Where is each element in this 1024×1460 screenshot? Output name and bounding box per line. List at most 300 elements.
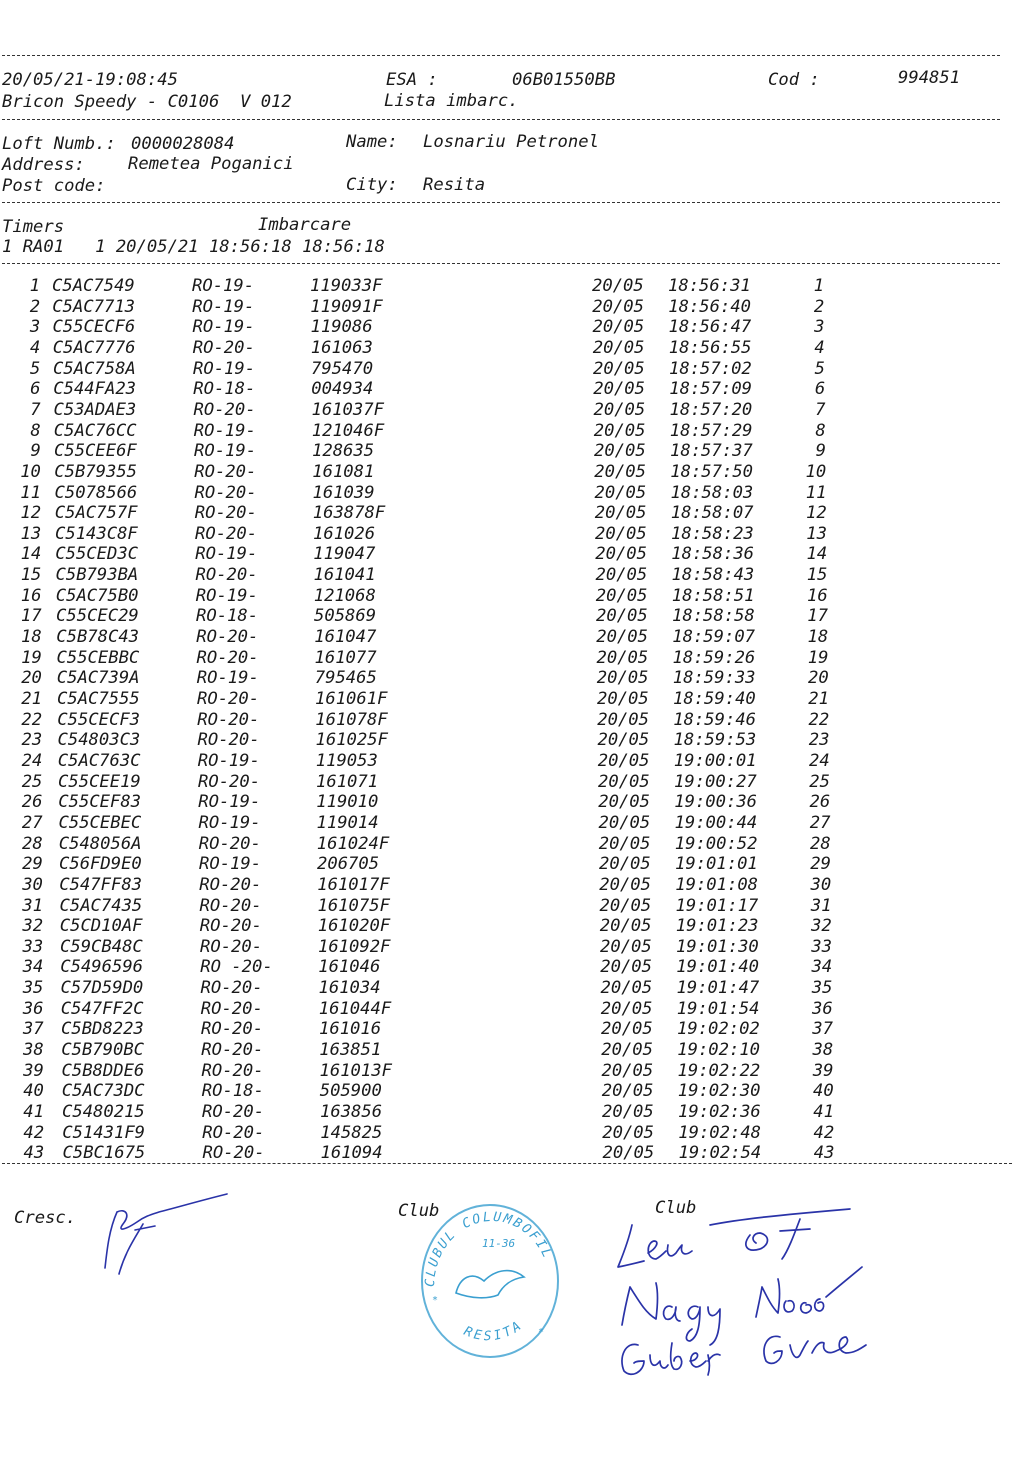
entry-number: 34 <box>22 957 44 978</box>
arrival-time: 19:02:22 <box>677 1060 761 1081</box>
arrival-date: 20/05 <box>597 709 649 730</box>
ring-series: RO-20- <box>194 461 257 482</box>
table-row <box>0 565 1024 586</box>
arrival-rank: 31 <box>810 895 832 916</box>
chip-id: C5480215 <box>62 1102 145 1122</box>
entry-number: 26 <box>21 792 43 813</box>
chip-id: C55CECF6 <box>52 317 136 338</box>
arrival-date: 20/05 <box>599 854 651 875</box>
arrival-time: 18:56:47 <box>668 317 752 338</box>
arrival-date: 20/05 <box>601 1019 653 1040</box>
ring-number: 161016 <box>319 1019 382 1040</box>
arrival-rank: 18 <box>807 627 829 648</box>
arrival-time: 19:02:48 <box>678 1122 762 1143</box>
entry-number: 40 <box>23 1081 44 1102</box>
club-signatures <box>610 1195 880 1385</box>
arrival-time: 19:00:01 <box>673 750 757 771</box>
entry-number: 9 <box>30 441 41 462</box>
ring-number: 004934 <box>311 379 374 400</box>
entry-number: 8 <box>30 420 41 441</box>
arrival-time: 18:59:46 <box>673 709 757 730</box>
chip-id: C5AC7549 <box>52 276 135 296</box>
arrival-time: 19:02:36 <box>678 1102 761 1122</box>
ring-number: 161081 <box>312 461 375 482</box>
club-stamp <box>410 1195 570 1365</box>
chip-id: C5AC75B0 <box>55 585 139 606</box>
entry-number: 10 <box>20 461 41 482</box>
table-row <box>0 896 1024 917</box>
arrival-rank: 25 <box>809 771 830 792</box>
arrival-time: 19:00:36 <box>674 792 758 813</box>
ring-series: RO-20- <box>202 1102 265 1122</box>
arrival-time: 18:57:29 <box>669 420 753 441</box>
entry-number: 28 <box>21 833 43 854</box>
ring-series: RO-20- <box>201 1019 264 1040</box>
chip-id: C59CB48C <box>60 936 143 957</box>
arrival-rank: 34 <box>811 957 833 978</box>
ring-series: RO-19- <box>194 441 257 462</box>
arrival-rank: 19 <box>807 647 829 668</box>
device-info: Bricon Speedy - C0106 V 012 <box>2 92 292 112</box>
entry-number: 33 <box>22 936 44 957</box>
chip-id: C56FD9E0 <box>59 854 142 875</box>
ring-number: 119047 <box>313 544 376 565</box>
ring-number: 206705 <box>317 854 380 875</box>
ring-series: RO-20- <box>194 503 257 524</box>
chip-id: C5496596 <box>60 957 144 978</box>
entry-number: 24 <box>21 750 43 771</box>
arrival-date: 20/05 <box>598 833 651 854</box>
arrival-date: 20/05 <box>597 730 650 751</box>
divider <box>2 263 1000 264</box>
ring-number: 145825 <box>320 1122 383 1143</box>
svg-text:*: * <box>432 1295 439 1306</box>
ring-number: 161013F <box>319 1060 392 1081</box>
arrival-date: 20/05 <box>599 874 651 895</box>
imbarcare-label: Imbarcare <box>258 215 352 235</box>
arrival-time: 18:58:23 <box>671 523 754 544</box>
ring-series: RO-20- <box>200 936 263 957</box>
table-row <box>0 483 1024 504</box>
ring-number: 161037F <box>311 399 384 420</box>
ring-number: 119010 <box>316 792 379 813</box>
ring-series: RO-18- <box>193 379 256 400</box>
ring-series: RO-19- <box>192 317 255 338</box>
arrival-rank: 37 <box>812 1019 833 1040</box>
arrival-time: 19:01:23 <box>675 916 759 937</box>
table-row <box>0 854 1024 875</box>
ring-series: RO -20- <box>200 957 273 978</box>
ring-number: 119014 <box>316 812 379 833</box>
arrival-rank: 3 <box>814 317 825 338</box>
chip-id: C5143C8F <box>55 523 138 544</box>
table-row <box>0 957 1024 978</box>
arrival-date: 20/05 <box>594 503 647 524</box>
table-row <box>0 421 1024 442</box>
table-row <box>0 772 1024 793</box>
entry-number: 14 <box>20 544 42 565</box>
chip-id: C5B79355 <box>54 461 138 482</box>
ring-series: RO-19- <box>198 792 261 813</box>
arrival-time: 18:57:50 <box>670 461 754 482</box>
chip-id: C5AC7713 <box>52 296 136 317</box>
table-row <box>0 1123 1024 1144</box>
city-value: Resita <box>423 175 486 195</box>
entry-number: 7 <box>30 399 41 420</box>
ring-series: RO-20- <box>199 895 262 916</box>
arrival-date: 20/05 <box>598 812 651 833</box>
entry-number: 4 <box>29 337 41 358</box>
arrival-date: 20/05 <box>599 916 652 937</box>
arrival-time: 18:59:07 <box>672 627 756 648</box>
entry-number: 20 <box>21 668 42 689</box>
arrival-rank: 16 <box>807 585 828 606</box>
arrival-time: 18:59:40 <box>673 689 756 709</box>
divider <box>2 119 1000 120</box>
table-row <box>0 916 1024 937</box>
ring-series: RO-20- <box>193 399 256 420</box>
arrival-time: 18:56:55 <box>668 337 752 358</box>
arrival-time: 18:58:51 <box>671 585 755 606</box>
ring-series: RO-20- <box>194 482 257 503</box>
arrival-date: 20/05 <box>594 461 646 482</box>
arrival-date: 20/05 <box>592 276 644 296</box>
entry-number: 6 <box>30 379 41 400</box>
arrival-date: 20/05 <box>593 399 646 420</box>
svg-text:RESITA: RESITA <box>461 1317 527 1345</box>
ring-series: RO-20- <box>201 1040 264 1061</box>
ring-number: 161092F <box>318 936 391 957</box>
loft-value: 0000028084 <box>131 134 235 154</box>
chip-id: C5AC758A <box>53 358 136 379</box>
ring-number: 161046 <box>318 957 381 978</box>
ring-number: 795470 <box>311 358 374 379</box>
arrival-rank: 26 <box>809 792 831 813</box>
loft-label: Loft Numb.: <box>2 134 116 154</box>
entry-number: 25 <box>21 771 43 792</box>
table-row <box>0 400 1024 421</box>
arrival-rank: 22 <box>808 709 830 730</box>
chip-id: C55CEC29 <box>56 606 139 627</box>
table-row <box>0 297 1024 318</box>
ring-number: 163856 <box>320 1102 383 1122</box>
entry-number: 22 <box>21 709 43 730</box>
arrival-time: 18:59:53 <box>673 730 757 751</box>
arrival-time: 19:01:30 <box>676 936 759 957</box>
entry-number: 19 <box>21 647 42 668</box>
entry-number: 39 <box>23 1060 44 1081</box>
ring-series: RO-18- <box>201 1081 264 1102</box>
table-row <box>0 1102 1024 1123</box>
chip-id: C5B793BA <box>55 565 139 586</box>
arrival-date: 20/05 <box>600 978 653 999</box>
ring-number: 505869 <box>314 606 377 627</box>
table-row <box>0 606 1024 627</box>
chip-id: C5AC763C <box>57 750 141 771</box>
chip-id: C55CEE19 <box>58 771 141 792</box>
ring-number: 161041 <box>313 565 376 586</box>
table-row <box>0 937 1024 958</box>
table-row <box>0 710 1024 731</box>
ring-number: 161047 <box>314 627 377 648</box>
table-row <box>0 1061 1024 1082</box>
arrival-date: 20/05 <box>596 647 649 668</box>
arrival-rank: 13 <box>806 523 827 544</box>
arrival-rank: 6 <box>814 379 826 400</box>
ring-series: RO-20- <box>198 771 261 792</box>
entry-number: 23 <box>21 730 43 751</box>
ring-number: 161044F <box>318 998 392 1019</box>
ring-number: 161020F <box>317 916 391 937</box>
arrival-time: 19:01:01 <box>675 854 758 875</box>
ring-number: 163878F <box>312 503 386 524</box>
chip-id: C5B8DDE6 <box>61 1060 145 1081</box>
table-row <box>0 668 1024 689</box>
ring-series: RO-20- <box>196 647 259 668</box>
arrival-date: 20/05 <box>596 627 648 648</box>
svg-text:11-36: 11-36 <box>482 1237 516 1250</box>
arrival-time: 18:56:40 <box>668 296 752 317</box>
entry-number: 2 <box>29 296 41 317</box>
arrival-time: 18:57:37 <box>670 441 753 462</box>
arrival-time: 19:01:08 <box>675 874 759 895</box>
name-value: Losnariu Petronel <box>423 132 599 152</box>
ring-series: RO-20- <box>202 1143 265 1164</box>
entry-number: 18 <box>20 627 42 648</box>
entry-number: 37 <box>22 1019 44 1040</box>
entry-number: 21 <box>21 689 42 709</box>
table-row <box>0 648 1024 669</box>
chip-id: C57D59D0 <box>60 978 144 999</box>
arrival-rank: 36 <box>812 998 833 1019</box>
chip-id: C53ADAE3 <box>53 399 137 420</box>
arrival-date: 20/05 <box>593 420 646 441</box>
arrival-time: 19:01:17 <box>675 895 759 916</box>
arrival-rank: 43 <box>813 1143 835 1164</box>
arrival-rank: 1 <box>813 276 824 296</box>
city-label: City: <box>346 175 398 195</box>
arrival-date: 20/05 <box>599 895 652 916</box>
ring-number: 161075F <box>317 895 390 916</box>
table-row <box>0 441 1024 462</box>
ring-number: 795465 <box>314 668 377 689</box>
arrival-rank: 4 <box>814 337 825 358</box>
table-row <box>0 276 1024 297</box>
arrival-date: 20/05 <box>594 482 647 503</box>
entry-number: 41 <box>23 1102 44 1122</box>
arrival-rank: 42 <box>813 1122 835 1143</box>
ring-number: 161025F <box>315 730 388 751</box>
print-datetime: 20/05/21-19:08:45 <box>2 70 178 90</box>
arrival-rank: 32 <box>811 916 832 937</box>
entry-number: 1 <box>29 276 40 296</box>
arrival-rank: 21 <box>808 689 829 709</box>
arrival-date: 20/05 <box>601 1040 653 1061</box>
ring-number: 161017F <box>317 874 390 895</box>
entry-number: 13 <box>20 523 42 544</box>
arrival-date: 20/05 <box>602 1102 654 1122</box>
table-row <box>0 1019 1024 1040</box>
entry-number: 38 <box>22 1040 44 1061</box>
arrival-time: 19:00:44 <box>674 812 758 833</box>
arrival-rank: 15 <box>806 565 828 586</box>
arrival-time: 18:56:31 <box>668 276 751 296</box>
ring-series: RO-19- <box>192 276 255 296</box>
arrival-rank: 14 <box>806 544 828 565</box>
arrival-date: 20/05 <box>598 792 650 813</box>
arrival-date: 20/05 <box>600 936 652 957</box>
arrival-date: 20/05 <box>595 544 647 565</box>
table-row <box>0 1143 1024 1164</box>
chip-id: C544FA23 <box>53 379 137 400</box>
arrival-date: 20/05 <box>592 317 645 338</box>
arrival-rank: 10 <box>805 461 827 482</box>
arrival-time: 19:01:40 <box>676 957 760 978</box>
arrival-time: 18:58:07 <box>670 503 754 524</box>
arrival-time: 18:58:43 <box>671 565 755 586</box>
arrival-time: 18:58:03 <box>670 482 754 503</box>
club-label: Club <box>655 1198 697 1218</box>
ring-series: RO-19- <box>199 854 262 875</box>
arrival-date: 20/05 <box>596 668 649 689</box>
table-row <box>0 586 1024 607</box>
chip-id: C5078566 <box>54 482 138 503</box>
timers-label: Timers <box>2 217 65 237</box>
ring-series: RO-20- <box>192 337 255 358</box>
entry-number: 29 <box>22 854 43 875</box>
arrival-date: 20/05 <box>595 565 648 586</box>
ring-number: 161063 <box>310 337 373 358</box>
club-label: Club <box>398 1201 440 1221</box>
arrival-rank: 5 <box>814 358 825 379</box>
ring-number: 161078F <box>315 709 388 730</box>
arrival-time: 18:59:33 <box>672 668 756 689</box>
arrival-rank: 35 <box>811 978 833 999</box>
arrival-rank: 9 <box>815 441 826 462</box>
table-row <box>0 1081 1024 1102</box>
chip-id: C547FF83 <box>59 874 143 895</box>
chip-id: C5AC7555 <box>57 689 140 709</box>
table-row <box>0 338 1024 359</box>
arrival-rank: 33 <box>811 936 832 957</box>
table-row <box>0 834 1024 855</box>
arrival-date: 20/05 <box>597 689 649 709</box>
table-row <box>0 379 1024 400</box>
entry-number: 11 <box>20 482 41 503</box>
entry-number: 30 <box>22 874 43 895</box>
address-value: Remetea Poganici <box>128 154 294 174</box>
list-title: Lista imbarc. <box>384 91 519 111</box>
arrival-date: 20/05 <box>598 771 650 792</box>
arrival-rank: 8 <box>815 420 826 441</box>
divider <box>2 202 1000 203</box>
ring-number: 119086 <box>310 317 373 338</box>
arrival-rank: 12 <box>806 503 827 524</box>
chip-id: C51431F9 <box>62 1122 146 1143</box>
chip-id: C5BC1675 <box>62 1143 146 1164</box>
chip-id: C548056A <box>58 833 142 854</box>
arrival-rank: 17 <box>807 606 828 627</box>
ring-number: 161061F <box>315 689 388 709</box>
ring-number: 505900 <box>319 1081 382 1102</box>
ring-number: 161024F <box>316 833 390 854</box>
table-row <box>0 462 1024 483</box>
arrival-date: 20/05 <box>602 1143 655 1164</box>
entry-number: 43 <box>23 1143 45 1164</box>
divider <box>2 1163 1012 1164</box>
arrival-date: 20/05 <box>596 606 648 627</box>
arrival-rank: 7 <box>815 399 826 420</box>
table-row <box>0 1040 1024 1061</box>
entry-number: 32 <box>22 916 44 937</box>
table-row <box>0 689 1024 710</box>
arrival-rank: 39 <box>812 1060 834 1081</box>
ring-series: RO-20- <box>197 709 260 730</box>
chip-id: C5CD10AF <box>59 916 143 937</box>
arrival-date: 20/05 <box>594 441 646 462</box>
ring-number: 161026 <box>313 523 376 544</box>
chip-id: C55CEBBC <box>56 647 140 668</box>
cod-value: 994851 <box>898 68 961 88</box>
arrival-time: 18:57:20 <box>669 399 753 420</box>
arrival-rank: 28 <box>810 833 831 854</box>
ring-number: 161034 <box>318 978 381 999</box>
ring-number: 161039 <box>312 482 375 503</box>
ring-series: RO-19- <box>193 358 256 379</box>
arrival-time: 19:02:54 <box>678 1143 762 1164</box>
esa-value: 06B01550BB <box>512 70 616 90</box>
chip-id: C5AC7776 <box>52 337 136 358</box>
entry-number: 27 <box>21 812 43 833</box>
arrival-date: 20/05 <box>593 379 645 400</box>
table-row <box>0 875 1024 896</box>
ring-series: RO-20- <box>200 978 263 999</box>
divider <box>2 55 1000 56</box>
ring-number: 121068 <box>313 585 376 606</box>
arrival-date: 20/05 <box>592 337 645 358</box>
esa-label: ESA : <box>386 70 438 90</box>
arrival-time: 19:02:10 <box>677 1040 761 1061</box>
chip-id: C5B790BC <box>61 1040 145 1061</box>
arrival-rank: 2 <box>813 296 825 317</box>
postcode-label: Post code: <box>2 176 106 196</box>
breeder-signature <box>95 1190 245 1290</box>
ring-number: 161071 <box>316 771 379 792</box>
ring-number: 161094 <box>320 1143 383 1164</box>
arrival-time: 18:58:36 <box>671 544 755 565</box>
ring-number: 163851 <box>319 1040 382 1061</box>
arrival-rank: 40 <box>813 1081 834 1102</box>
ring-number: 119091F <box>310 296 383 317</box>
arrival-date: 20/05 <box>601 1081 654 1102</box>
ring-series: RO-20- <box>197 689 260 709</box>
entry-number: 12 <box>20 503 42 524</box>
arrival-time: 19:02:02 <box>677 1019 760 1040</box>
ring-number: 119053 <box>315 750 378 771</box>
chip-id: C547FF2C <box>60 998 144 1019</box>
arrival-time: 18:58:58 <box>672 606 755 627</box>
chip-id: C5AC757F <box>54 503 138 524</box>
table-row <box>0 813 1024 834</box>
arrival-time: 18:57:09 <box>669 379 753 400</box>
table-row <box>0 751 1024 772</box>
arrival-time: 19:00:27 <box>674 771 757 792</box>
table-row <box>0 359 1024 380</box>
ring-number: 121046F <box>311 420 385 441</box>
chip-id: C55CECF3 <box>57 709 141 730</box>
ring-series: RO-20- <box>200 998 263 1019</box>
ring-series: RO-20- <box>198 833 261 854</box>
